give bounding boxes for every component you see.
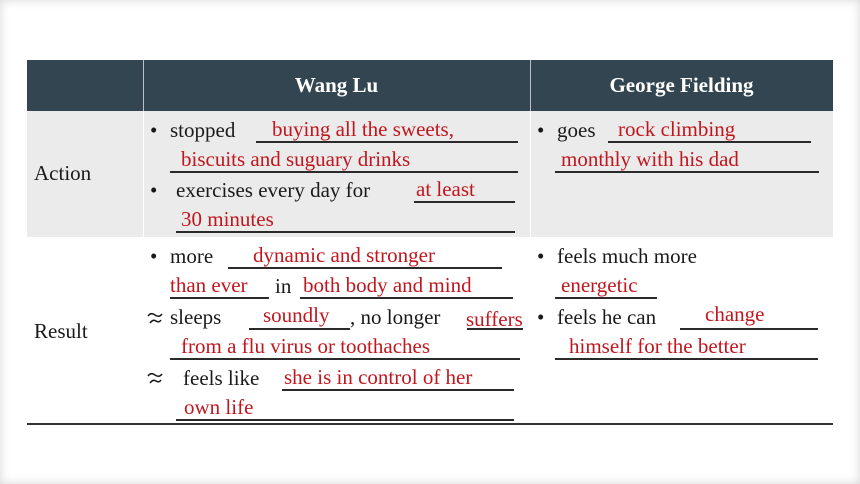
answer-energetic: energetic <box>561 273 638 297</box>
swirl-bullet-icon <box>147 311 163 325</box>
wang-result-text-sleeps: sleeps <box>170 305 222 329</box>
wang-action-text-stopped: stopped <box>170 118 236 142</box>
george-action-text-goes: goes <box>557 118 596 142</box>
bullet: • <box>537 118 545 142</box>
answer-suffers: suffers <box>466 307 523 331</box>
answer-buying-sweets: buying all the sweets, <box>272 117 454 141</box>
bullet: • <box>150 118 158 142</box>
answer-own-life: own life <box>184 395 254 419</box>
george-result-text-feels-can: feels he can <box>557 305 657 329</box>
wang-action-text-exercises: exercises every day for <box>176 178 371 202</box>
row-label-action: Action <box>34 161 92 185</box>
table-bottom-rule <box>27 423 833 425</box>
bullet: • <box>537 244 545 268</box>
answer-better: himself for the better <box>569 334 746 358</box>
bullet: • <box>537 305 545 329</box>
answer-in-control: she is in control of her <box>284 365 473 389</box>
wang-result-text-no-longer: , no longer <box>350 305 441 329</box>
row-label-result: Result <box>34 319 88 343</box>
bullet: • <box>150 244 158 268</box>
wang-result-text-more: more <box>170 244 214 268</box>
wang-result-text-feels-like: feels like <box>183 366 260 390</box>
wang-result-text-in: in <box>275 274 292 298</box>
blank-line <box>680 328 818 330</box>
answer-30-minutes: 30 minutes <box>181 207 274 231</box>
header-wang-lu: Wang Lu <box>294 73 379 97</box>
answer-dynamic-stronger: dynamic and stronger <box>253 243 435 267</box>
answer-biscuits-drinks: biscuits and suguary drinks <box>181 147 411 171</box>
swirl-bullet-icon <box>147 371 163 385</box>
george-result-text-feels-more: feels much more <box>557 244 697 268</box>
answer-flu-toothaches: from a flu virus or toothaches <box>181 334 431 358</box>
answer-body-and-mind: both body and mind <box>303 273 472 297</box>
column-divider <box>143 111 144 237</box>
answer-at-least: at least <box>416 177 475 201</box>
bullet: • <box>150 178 158 202</box>
blank-line <box>249 328 350 330</box>
answer-rock-climbing: rock climbing <box>618 117 736 141</box>
answer-soundly: soundly <box>263 303 330 327</box>
header-george-fielding: George Fielding <box>609 73 754 97</box>
answer-change: change <box>705 302 765 326</box>
column-divider <box>530 111 531 237</box>
answer-than-ever: than ever <box>170 273 248 297</box>
answer-monthly-with-dad: monthly with his dad <box>561 147 739 171</box>
